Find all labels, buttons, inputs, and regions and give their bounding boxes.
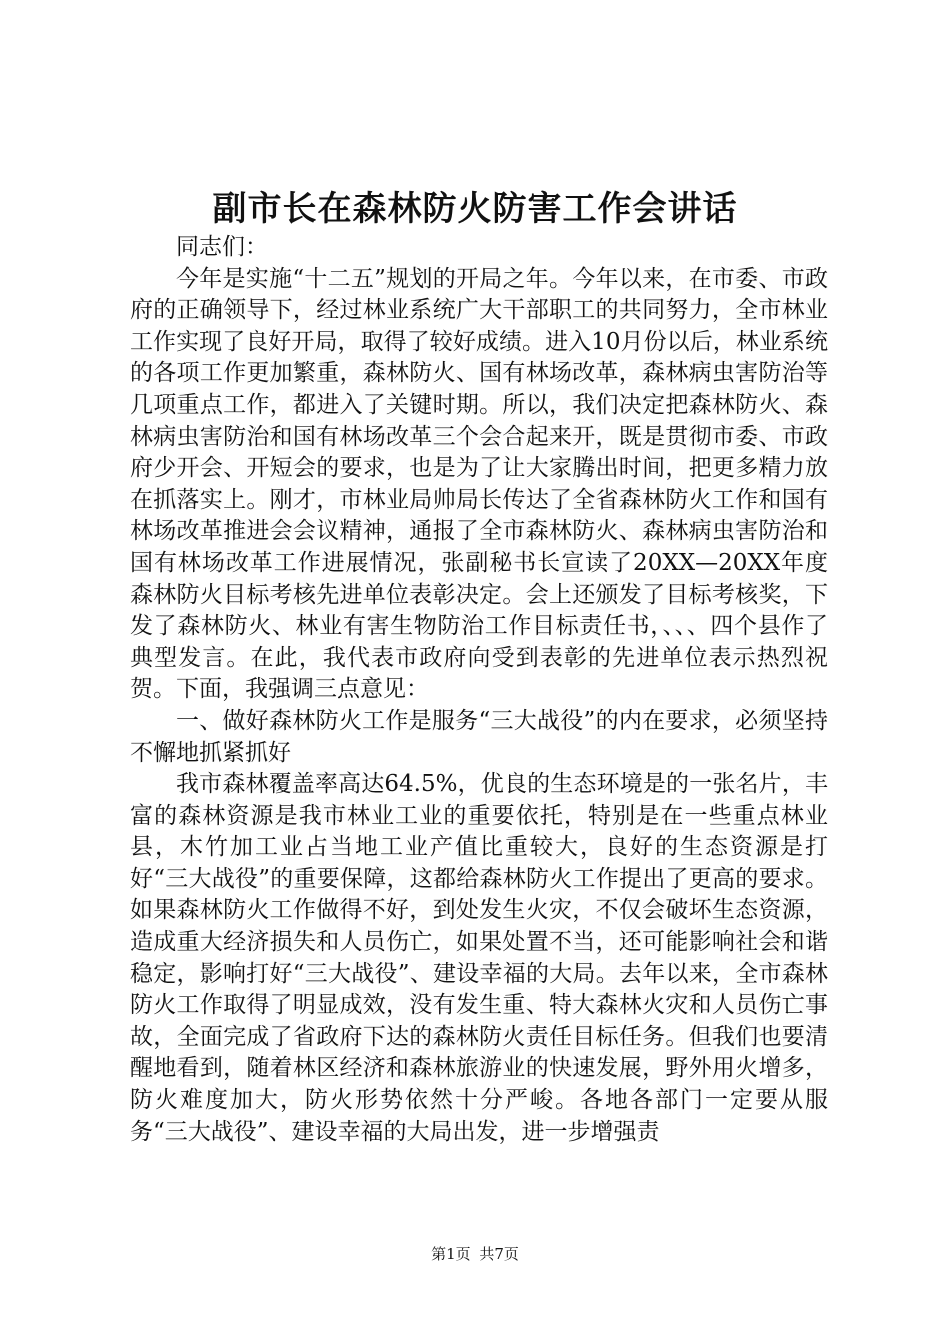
document-title: 副市长在森林防火防害工作会讲话	[212, 189, 738, 229]
page-footer	[0, 1244, 950, 1264]
salutation-paragraph: 同志们：	[176, 234, 268, 260]
page-number-current: 第1页	[431, 1245, 471, 1263]
page-number-total: 共7页	[479, 1245, 519, 1263]
section-heading: 一、做好森林防火工作是服务“三大战役”的内在要求，必须坚持不懈地抓紧抓好	[130, 707, 828, 766]
document-body	[130, 232, 828, 1148]
body-paragraph: 我市森林覆盖率高达64.5%，优良的生态环境是的一张名片，丰富的森林资源是我市林业工业的重要依托，特别是在一些重点林业县，木竹加工业占当地工业产值比重较大，良好的生态资源是打好“三大战役”的重要保障，这都给森林防火工作提出了更高的要求。如果森林防火工作做得不好，到处发生火灾，不仅会破坏生态资源，造成重大经济损失和人员伤亡，如果处置不当，还可能影响社会和谐稳定，影响打好“三大战役”、建设幸福的大局。去年以来，全市森林防火工作取得了明显成效，没有发生重、特大森林火灾和人员伤亡事故，全面完成了省政府下达的森林防火责任目标任务。但我们也要清醒地看到，随着林区经济和森林旅游业的快速发展，野外用火增多，防火难度加大，防火形势依然十分严峻。各地各部门一定要从服务“三大战役”、建设幸福的大局出发，进一步增强责	[130, 771, 828, 1145]
body-paragraph: 今年是实施“十二五”规划的开局之年。今年以来，在市委、市政府的正确领导下，经过林业系统广大干部职工的共同努力，全市林业工作实现了良好开局，取得了较好成绩。进入10月份以后，林业系统的各项工作更加繁重，森林防火、国有林场改革，森林病虫害防治等几项重点工作，都进入了关键时期。所以，我们决定把森林防火、森林病虫害防治和国有林场改革三个会合起来开，既是贯彻市委、市政府少开会、开短会的要求，也是为了让大家腾出时间，把更多精力放在抓落实上。刚才，市林业局帅局长传达了全省森林防火工作和国有林场改革推进会会议精神，通报了全市森林防火、森林病虫害防治和国有林场改革工作进展情况，张副秘书长宣读了20XX—20XX年度森林防火目标考核先进单位表彰决定。会上还颁发了目标考核奖，下发了森林防火、林业有害生物防治工作目标责任书，、、、四个县作了典型发言。在此，我代表市政府向受到表彰的先进单位表示热烈祝贺。下面，我强调三点意见：	[130, 265, 828, 703]
